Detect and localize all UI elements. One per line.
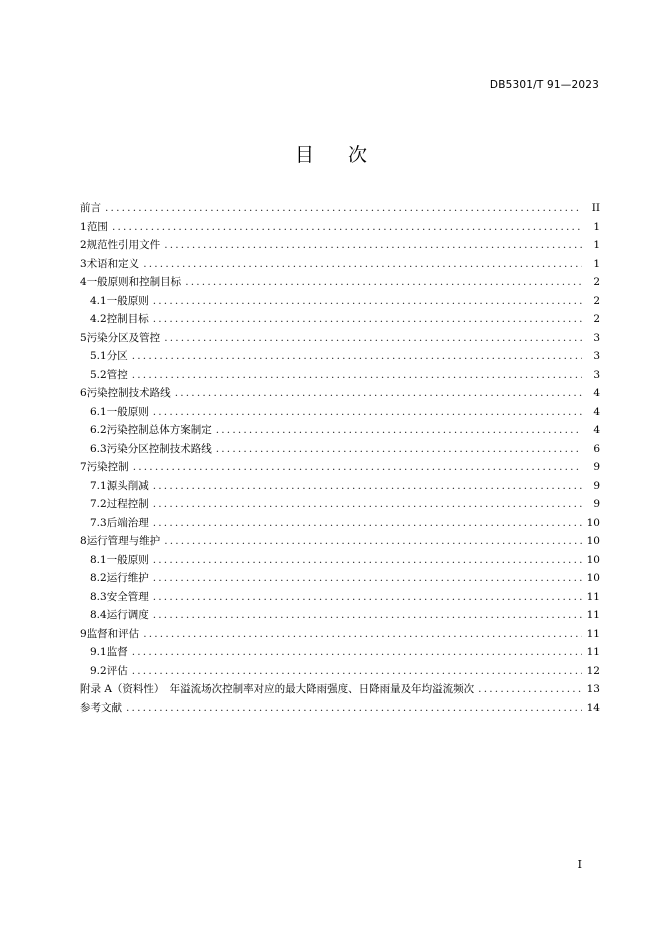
toc-entry-page: 2 xyxy=(593,294,600,307)
toc-entry-page: 11 xyxy=(586,646,600,658)
toc-entry-label: 范围 xyxy=(86,220,108,233)
toc-entry-page: 10 xyxy=(586,516,600,529)
toc-entry-number: 6.1 xyxy=(90,405,107,418)
toc-entry[interactable] xyxy=(80,606,600,625)
toc-entry-number: 4.1 xyxy=(90,294,107,307)
toc-entry-label: 运行管理与维护 xyxy=(86,535,161,547)
toc-leader-dots xyxy=(132,366,582,385)
toc-entry-number: 9 xyxy=(80,627,87,640)
table-of-contents xyxy=(80,199,600,717)
toc-entry[interactable] xyxy=(80,329,600,348)
toc-leader-dots xyxy=(216,440,582,459)
toc-entry-number: 9.2 xyxy=(90,664,107,677)
toc-entry-page: 6 xyxy=(593,442,600,455)
toc-leader-dots xyxy=(153,403,582,422)
toc-entry-label: 污染分区及管控 xyxy=(86,331,161,344)
toc-entry-number: 2 xyxy=(80,239,87,251)
toc-leader-dots xyxy=(153,292,582,311)
toc-leader-dots xyxy=(153,606,582,625)
toc-entry-page: 10 xyxy=(586,553,600,566)
toc-entry[interactable] xyxy=(80,440,600,459)
toc-entry-label: 管控 xyxy=(106,368,128,381)
toc-leader-dots xyxy=(132,662,582,681)
toc-entry-number: 6.3 xyxy=(90,442,107,455)
toc-entry[interactable] xyxy=(80,662,600,681)
toc-entry-page: 13 xyxy=(586,683,600,695)
toc-entry-number: 8.3 xyxy=(90,590,107,603)
toc-leader-dots xyxy=(153,514,582,533)
toc-entry-label: 污染控制总体方案制定 xyxy=(106,424,212,436)
toc-entry-label: 监督和评估 xyxy=(86,627,140,640)
toc-entry-page: 4 xyxy=(593,424,600,436)
toc-entry-page: 9 xyxy=(593,498,600,510)
toc-entry[interactable] xyxy=(80,625,600,644)
toc-entry[interactable] xyxy=(80,514,600,533)
toc-entry[interactable] xyxy=(80,551,600,570)
toc-entry-page: 1 xyxy=(593,239,600,251)
toc-entry[interactable] xyxy=(80,366,600,385)
toc-entry[interactable] xyxy=(80,384,600,403)
toc-entry-page: 1 xyxy=(593,257,600,270)
toc-leader-dots xyxy=(105,199,582,218)
toc-entry[interactable] xyxy=(80,199,600,218)
toc-entry-label: 运行调度 xyxy=(106,609,149,621)
toc-entry-number: 7.2 xyxy=(90,498,107,510)
page-title-part2: 次 xyxy=(348,144,368,166)
toc-entry-label: 术语和定义 xyxy=(86,257,140,270)
toc-entry-number: 4 xyxy=(80,276,87,288)
toc-leader-dots xyxy=(132,643,582,662)
toc-entry-number: 5.1 xyxy=(90,350,107,362)
toc-entry-page: 2 xyxy=(593,313,600,325)
toc-leader-dots xyxy=(164,236,582,255)
toc-entry-label: 安全管理 xyxy=(106,590,149,603)
toc-leader-dots xyxy=(153,310,582,329)
toc-leader-dots xyxy=(126,699,582,718)
toc-entry-label: 附录 A（资料性） 年溢流场次控制率对应的最大降雨强度、日降雨量及年均溢流频次 xyxy=(80,683,475,695)
toc-entry-page: 12 xyxy=(586,664,600,677)
toc-leader-dots xyxy=(153,477,582,496)
toc-leader-dots xyxy=(153,569,582,588)
toc-entry-label: 评估 xyxy=(106,664,128,677)
toc-entry-number: 5.2 xyxy=(90,368,107,381)
toc-entry-label: 一般原则 xyxy=(106,405,149,418)
toc-entry-number: 9.1 xyxy=(90,646,107,658)
toc-entry[interactable] xyxy=(80,699,600,718)
toc-entry-label: 源头削减 xyxy=(106,479,149,492)
toc-entry-label: 一般原则 xyxy=(106,294,149,307)
toc-entry-number: 7.3 xyxy=(90,516,107,529)
toc-entry[interactable] xyxy=(80,680,600,699)
toc-entry-label: 污染控制技术路线 xyxy=(86,387,171,399)
toc-entry-label: 运行维护 xyxy=(106,572,149,584)
toc-entry-label: 后端治理 xyxy=(106,516,149,529)
toc-entry[interactable] xyxy=(80,495,600,514)
toc-entry-page: 9 xyxy=(593,479,600,492)
toc-entry-label: 一般原则 xyxy=(106,553,149,566)
toc-entry[interactable] xyxy=(80,421,600,440)
toc-entry-page: 1 xyxy=(593,220,600,233)
toc-entry-label: 参考文献 xyxy=(80,701,122,714)
toc-entry-label: 过程控制 xyxy=(106,498,149,510)
toc-entry[interactable] xyxy=(80,403,600,422)
toc-entry-number: 3 xyxy=(80,257,87,270)
toc-entry[interactable] xyxy=(80,347,600,366)
toc-entry-page: 14 xyxy=(586,701,600,714)
toc-entry-page: 9 xyxy=(593,461,600,473)
toc-entry-label: 前言 xyxy=(80,202,101,214)
toc-leader-dots xyxy=(153,588,582,607)
toc-entry-label: 规范性引用文件 xyxy=(86,239,161,251)
toc-entry-label: 监督 xyxy=(106,646,128,658)
toc-entry-page: 11 xyxy=(586,627,600,640)
toc-leader-dots xyxy=(112,218,582,237)
toc-entry-label: 控制目标 xyxy=(106,313,149,325)
page-number: I xyxy=(577,858,582,871)
toc-entry-label: 污染控制 xyxy=(86,461,129,473)
toc-entry-page: 11 xyxy=(586,590,600,603)
toc-entry-page: 4 xyxy=(593,387,600,399)
toc-leader-dots xyxy=(478,680,582,699)
toc-entry-number: 8 xyxy=(80,535,87,547)
toc-entry[interactable] xyxy=(80,458,600,477)
toc-leader-dots xyxy=(164,329,582,348)
toc-leader-dots xyxy=(132,347,582,366)
toc-entry-number: 8.2 xyxy=(90,572,107,584)
toc-entry-number: 6 xyxy=(80,387,87,399)
toc-entry-label: 一般原则和控制目标 xyxy=(86,276,182,288)
toc-leader-dots xyxy=(164,532,582,551)
toc-entry-number: 1 xyxy=(80,220,87,233)
toc-entry-number: 5 xyxy=(80,331,87,344)
toc-entry-page: 3 xyxy=(593,368,600,381)
toc-entry[interactable] xyxy=(80,477,600,496)
toc-entry-page: 10 xyxy=(586,572,600,584)
toc-entry-page: 11 xyxy=(586,609,600,621)
toc-leader-dots xyxy=(153,551,582,570)
toc-entry-page: 4 xyxy=(593,405,600,418)
toc-entry-page: 3 xyxy=(593,331,600,344)
toc-entry-page: 2 xyxy=(593,276,600,288)
toc-leader-dots xyxy=(175,384,582,403)
toc-entry[interactable] xyxy=(80,218,600,237)
toc-entry[interactable] xyxy=(80,292,600,311)
toc-entry-number: 6.2 xyxy=(90,424,107,436)
toc-leader-dots xyxy=(133,458,582,477)
toc-entry[interactable] xyxy=(80,532,600,551)
toc-entry[interactable] xyxy=(80,569,600,588)
toc-entry[interactable] xyxy=(80,310,600,329)
toc-entry[interactable] xyxy=(80,273,600,292)
toc-leader-dots xyxy=(143,625,582,644)
document-code: DB5301/T 91—2023 xyxy=(489,79,599,91)
toc-leader-dots xyxy=(216,421,582,440)
toc-leader-dots xyxy=(143,255,582,274)
toc-entry[interactable] xyxy=(80,236,600,255)
toc-entry-number: 8.4 xyxy=(90,609,107,621)
toc-entry-page: 3 xyxy=(593,350,600,362)
toc-leader-dots xyxy=(153,495,582,514)
toc-entry-label: 污染分区控制技术路线 xyxy=(106,442,212,455)
page-title-part1: 目 xyxy=(294,144,314,166)
toc-entry-number: 7.1 xyxy=(90,479,107,492)
toc-entry[interactable] xyxy=(80,643,600,662)
toc-entry-number: 8.1 xyxy=(90,553,107,566)
toc-leader-dots xyxy=(185,273,582,292)
toc-entry-page: II xyxy=(591,202,600,214)
toc-entry[interactable] xyxy=(80,588,600,607)
toc-entry-label: 分区 xyxy=(106,350,128,362)
page-title xyxy=(0,140,662,167)
toc-entry-page: 10 xyxy=(586,535,600,547)
toc-entry-number: 4.2 xyxy=(90,313,107,325)
toc-entry-number: 7 xyxy=(80,461,87,473)
toc-entry[interactable] xyxy=(80,255,600,274)
